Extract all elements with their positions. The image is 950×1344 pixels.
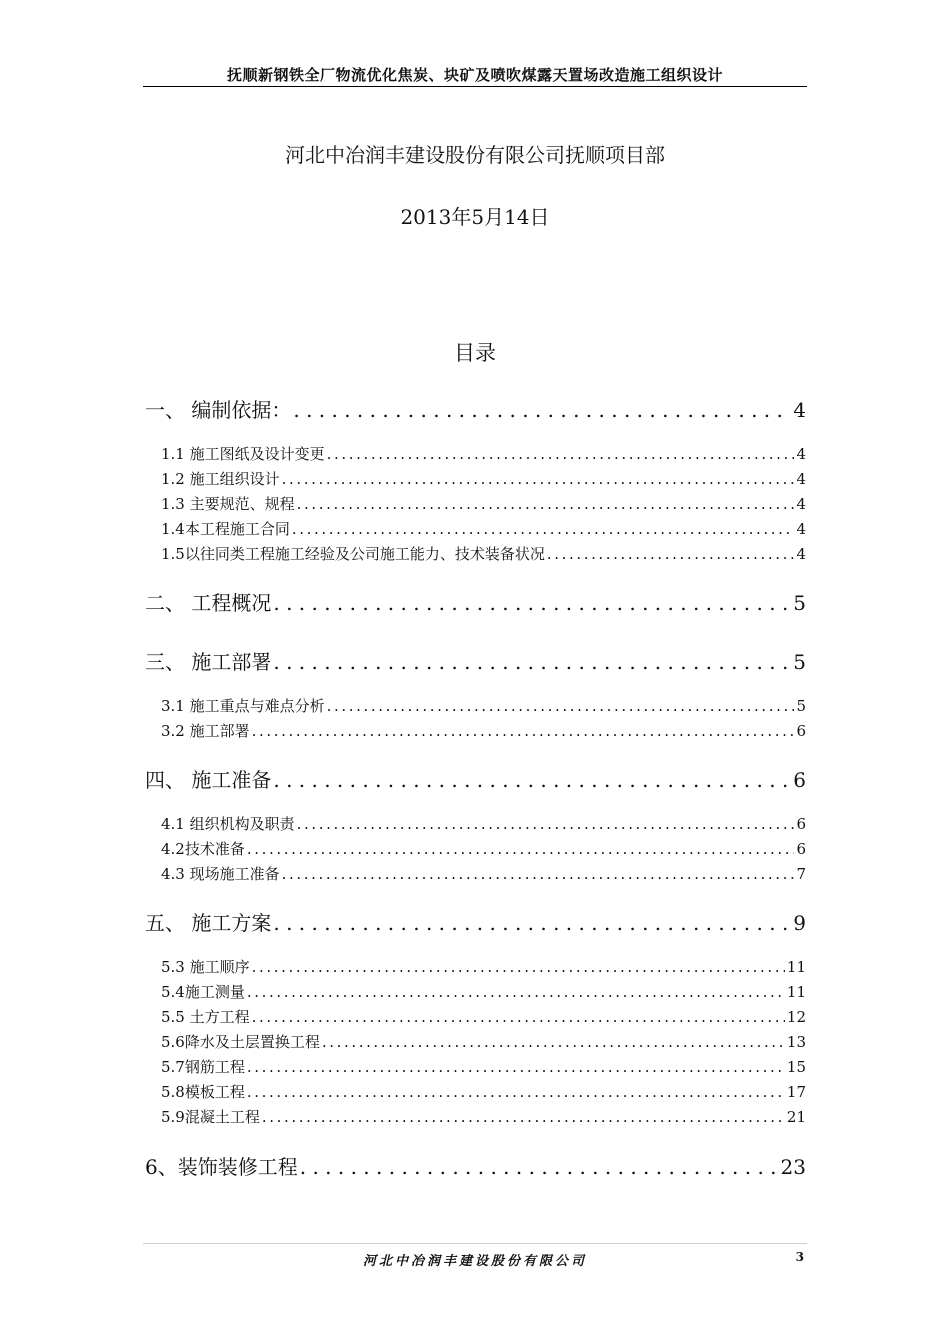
toc-entry-text: 5.9混凝土工程 bbox=[161, 1108, 260, 1126]
toc-leader-dots bbox=[327, 697, 795, 715]
toc-entry[interactable] bbox=[145, 1151, 806, 1180]
toc-entry-page: 6 bbox=[796, 722, 806, 740]
running-header-title: 抚顺新钢铁全厂物流优化焦炭、块矿及喷吹煤露天置场改造施工组织设计 bbox=[226, 66, 723, 84]
toc-entry-page: 15 bbox=[786, 1058, 806, 1076]
toc-entry-text: 4.3 现场施工准备 bbox=[161, 865, 280, 883]
toc-entry-page: 4 bbox=[796, 520, 806, 538]
toc-entry-page: 6 bbox=[793, 768, 806, 792]
company-line: 河北中冶润丰建设股份有限公司抚顺项目部 bbox=[285, 143, 665, 167]
toc-entry-text: 5.5 土方工程 bbox=[161, 1008, 250, 1026]
toc-entry-text: 一、 编制依据： bbox=[145, 398, 292, 422]
toc-entry-page: 4 bbox=[796, 495, 806, 513]
toc-leader-dots bbox=[273, 591, 791, 615]
toc-entry-text: 1.2 施工组织设计 bbox=[161, 470, 280, 488]
toc-entry-text: 3.1 施工重点与难点分析 bbox=[161, 697, 325, 715]
toc-entry-page: 5 bbox=[796, 697, 806, 715]
toc-entry-page: 4 bbox=[796, 545, 806, 563]
toc-entry-page: 6 bbox=[796, 815, 806, 833]
toc-entry[interactable] bbox=[161, 838, 806, 859]
toc-entry[interactable] bbox=[161, 720, 806, 741]
toc-entry-text: 3.2 施工部署 bbox=[161, 722, 250, 740]
toc-entry[interactable] bbox=[161, 956, 806, 977]
toc-leader-dots bbox=[293, 398, 791, 422]
toc-entry-page: 11 bbox=[786, 958, 806, 976]
toc-entry[interactable] bbox=[145, 394, 806, 423]
toc-entry-text: 4.1 组织机构及职责 bbox=[161, 815, 295, 833]
toc-leader-dots bbox=[300, 1155, 779, 1179]
toc-entry[interactable] bbox=[161, 543, 806, 564]
toc-entry[interactable] bbox=[145, 907, 806, 936]
toc-leader-dots bbox=[252, 958, 785, 976]
toc-entry-page: 12 bbox=[786, 1008, 806, 1026]
toc-leader-dots bbox=[247, 1058, 785, 1076]
toc-entry[interactable] bbox=[161, 813, 806, 834]
toc-leader-dots bbox=[297, 495, 795, 513]
toc-entry-text: 三、 施工部署 bbox=[145, 650, 272, 674]
toc-entry-text: 1.4本工程施工合同 bbox=[161, 520, 290, 538]
toc-leader-dots bbox=[262, 1108, 785, 1126]
toc-leader-dots bbox=[247, 1083, 785, 1101]
toc-entry[interactable] bbox=[161, 443, 806, 464]
toc-leader-dots bbox=[273, 911, 791, 935]
toc-leader-dots bbox=[273, 768, 791, 792]
toc-entry[interactable] bbox=[161, 695, 806, 716]
toc-entry-page: 4 bbox=[793, 398, 806, 422]
toc-leader-dots bbox=[282, 865, 795, 883]
toc-entry[interactable] bbox=[161, 468, 806, 489]
toc-leader-dots bbox=[547, 545, 795, 563]
toc-leader-dots bbox=[247, 840, 795, 858]
toc-entry-page: 6 bbox=[796, 840, 806, 858]
toc-entry[interactable] bbox=[161, 1056, 806, 1077]
toc-leader-dots bbox=[252, 1008, 785, 1026]
toc-entry-text: 5.6降水及土层置换工程 bbox=[161, 1033, 320, 1051]
toc-entry-page: 17 bbox=[786, 1083, 806, 1101]
toc-entry-page: 5 bbox=[793, 650, 806, 674]
toc-entry-text: 五、 施工方案 bbox=[145, 911, 272, 935]
toc-entry[interactable] bbox=[161, 1106, 806, 1127]
toc-entry-page: 21 bbox=[786, 1108, 806, 1126]
footer-company: 河北中冶润丰建设股份有限公司 bbox=[362, 1254, 587, 1269]
toc-entry[interactable] bbox=[145, 587, 806, 616]
toc-entry[interactable] bbox=[161, 1031, 806, 1052]
date-line: 2013年5月14日 bbox=[400, 205, 550, 229]
toc-entry[interactable] bbox=[145, 764, 806, 793]
toc-leader-dots bbox=[247, 983, 785, 1001]
toc-entry-page: 9 bbox=[793, 911, 806, 935]
toc-entry-page: 4 bbox=[796, 445, 806, 463]
page-number: 3 bbox=[795, 1250, 804, 1264]
toc-entry[interactable] bbox=[161, 1006, 806, 1027]
toc-entry-text: 1.5以往同类工程施工经验及公司施工能力、技术装备状况 bbox=[161, 545, 545, 563]
toc-entry-text: 5.8模板工程 bbox=[161, 1083, 245, 1101]
toc-leader-dots bbox=[252, 722, 795, 740]
toc-entry-page: 5 bbox=[793, 591, 806, 615]
toc-entry-text: 四、 施工准备 bbox=[145, 768, 272, 792]
toc-leader-dots bbox=[322, 1033, 785, 1051]
toc-entry-text: 1.3 主要规范、规程 bbox=[161, 495, 295, 513]
toc-title: 目录 bbox=[454, 341, 496, 365]
toc-entry[interactable] bbox=[161, 981, 806, 1002]
toc-entry-text: 4.2技术准备 bbox=[161, 840, 245, 858]
toc-leader-dots bbox=[327, 445, 795, 463]
toc-entry[interactable] bbox=[145, 646, 806, 675]
toc-entry[interactable] bbox=[161, 1081, 806, 1102]
toc-entry[interactable] bbox=[161, 518, 806, 539]
toc-entry-page: 11 bbox=[786, 983, 806, 1001]
toc-entry[interactable] bbox=[161, 493, 806, 514]
toc-entry-page: 13 bbox=[786, 1033, 806, 1051]
toc-entry-text: 5.4施工测量 bbox=[161, 983, 245, 1001]
toc-entry-text: 5.7钢筋工程 bbox=[161, 1058, 245, 1076]
toc-leader-dots bbox=[292, 520, 795, 538]
toc-leader-dots bbox=[273, 650, 791, 674]
toc-entry-text: 二、 工程概况 bbox=[145, 591, 272, 615]
footer-divider bbox=[143, 1243, 807, 1244]
toc-leader-dots bbox=[297, 815, 795, 833]
toc-entry[interactable] bbox=[161, 863, 806, 884]
toc-entry-page: 7 bbox=[796, 865, 806, 883]
toc-entry-text: 1.1 施工图纸及设计变更 bbox=[161, 445, 325, 463]
toc-entry-text: 6、装饰装修工程 bbox=[145, 1155, 298, 1179]
toc-entry-page: 23 bbox=[780, 1155, 806, 1179]
toc-leader-dots bbox=[282, 470, 795, 488]
toc-entry-page: 4 bbox=[796, 470, 806, 488]
toc-entry-text: 5.3 施工顺序 bbox=[161, 958, 250, 976]
